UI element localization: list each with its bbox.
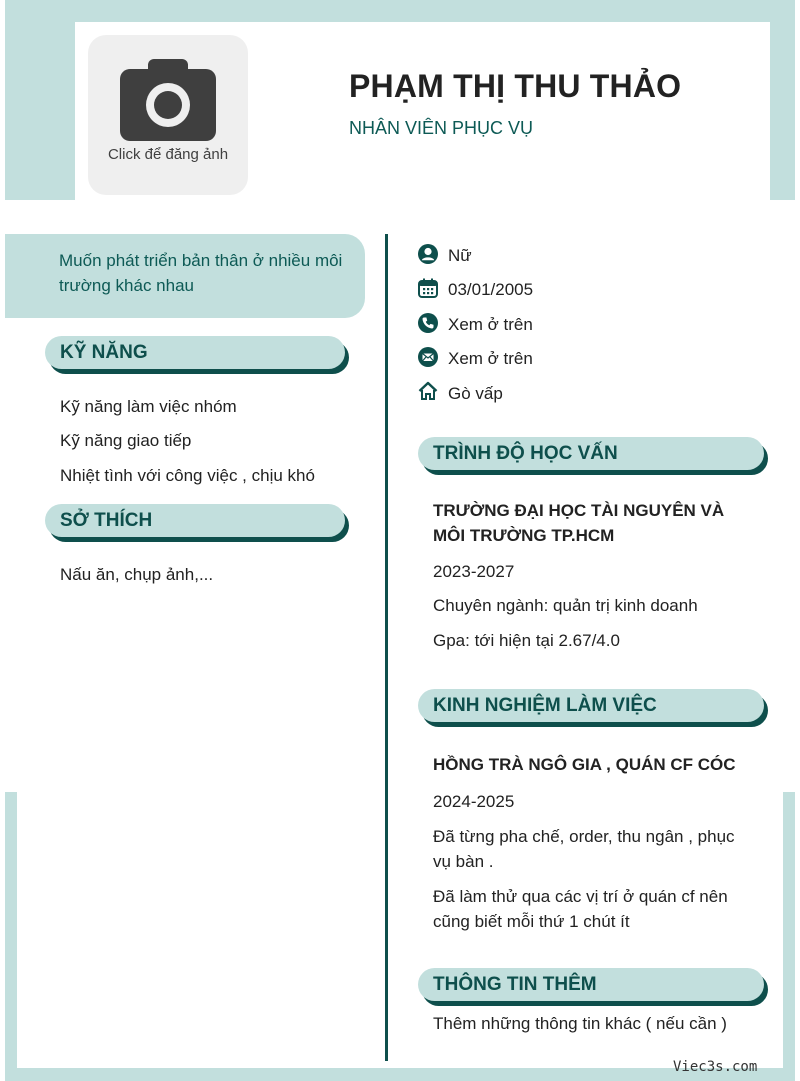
- contact-gender: Nữ: [448, 246, 472, 265]
- experience-description: Đã làm thử qua các vị trí ở quán cf nên cũng biết mỗi thứ 1 chút ít: [433, 887, 728, 931]
- experience-period: 2024-2025: [433, 792, 515, 811]
- education-major: Chuyên ngành: quản trị kinh doanh: [433, 596, 698, 615]
- photo-upload-label: Click để đăng ảnh: [107, 146, 229, 163]
- candidate-role: NHÂN VIÊN PHỤC VỤ: [349, 118, 534, 138]
- hobby-item: Nấu ăn, chụp ảnh,...: [60, 565, 214, 584]
- column-divider: [385, 234, 388, 1061]
- user-icon: [418, 244, 438, 264]
- phone-icon: [418, 313, 438, 333]
- contact-address: Gò vấp: [448, 384, 503, 403]
- skills-title: KỸ NĂNG: [60, 342, 148, 363]
- extra-title: THÔNG TIN THÊM: [433, 974, 597, 995]
- skill-item: Nhiệt tình với công việc , chịu khó: [60, 466, 315, 485]
- frame-top-band: [5, 0, 795, 22]
- skill-item: Kỹ năng làm việc nhóm: [60, 397, 237, 416]
- experience-company: HỒNG TRÀ NGÔ GIA , QUÁN CF CÓC: [433, 755, 736, 774]
- education-title: TRÌNH ĐỘ HỌC VẤN: [433, 443, 618, 464]
- hobbies-section-header: [45, 504, 345, 537]
- objective-text: Muốn phát triển bản thân ở nhiều môi trường khác nhau: [59, 251, 343, 295]
- education-gpa: Gpa: tới hiện tại 2.67/4.0: [433, 631, 620, 650]
- frame-bottom-right: [783, 792, 795, 1081]
- contact-birthdate: 03/01/2005: [448, 280, 534, 299]
- calendar-icon: [418, 278, 438, 298]
- camera-icon: [120, 57, 216, 141]
- frame-top-right-block: [770, 22, 795, 200]
- candidate-name: PHẠM THỊ THU THẢO: [349, 68, 682, 104]
- extra-section-header: [418, 968, 764, 1001]
- home-icon: [418, 381, 438, 401]
- skill-item: Kỹ năng giao tiếp: [60, 431, 192, 450]
- experience-section-header: [418, 689, 764, 722]
- watermark: Viec3s.com: [673, 1059, 758, 1075]
- skills-section-header: [45, 336, 345, 369]
- frame-bottom-left: [5, 792, 17, 1081]
- education-period: 2023-2027: [433, 562, 515, 581]
- contact-phone: Xem ở trên: [448, 315, 533, 334]
- education-school: TRƯỜNG ĐẠI HỌC TÀI NGUYÊN VÀ MÔI TRƯỜNG TP.HCM: [433, 501, 725, 545]
- experience-description: Đã từng pha chế, order, thu ngân , phục vụ bàn .: [433, 827, 735, 871]
- experience-title: KINH NGHIỆM LÀM VIỆC: [433, 695, 657, 716]
- objective-box: [5, 234, 365, 318]
- contact-email: Xem ở trên: [448, 349, 533, 368]
- frame-corner-cut: [5, 160, 75, 200]
- extra-text: Thêm những thông tin khác ( nếu cần ): [433, 1014, 727, 1033]
- hobbies-title: SỞ THÍCH: [60, 510, 153, 531]
- email-icon: [418, 347, 438, 367]
- education-section-header: [418, 437, 764, 470]
- photo-upload[interactable]: [88, 35, 248, 195]
